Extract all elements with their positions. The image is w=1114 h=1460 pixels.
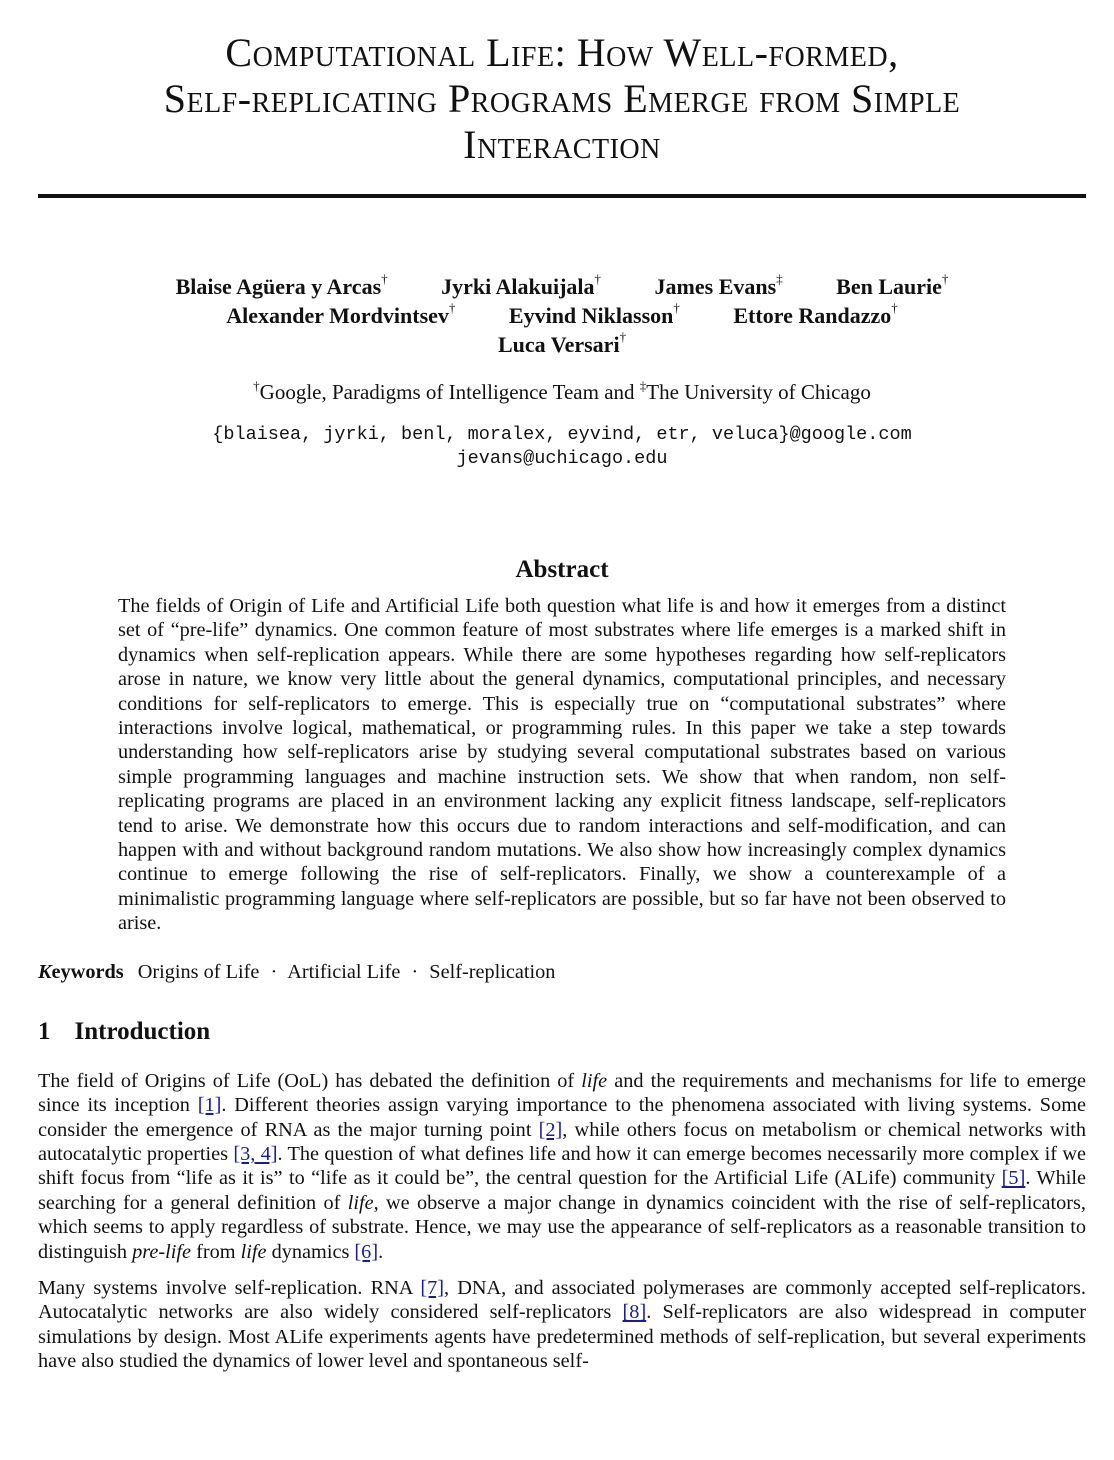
- author: Alexander Mordvintsev†: [226, 300, 456, 328]
- keywords-label: Keywords: [38, 960, 124, 983]
- paper-title: [38, 30, 1086, 168]
- author: Blaise Agüera y Arcas†: [175, 271, 388, 299]
- author-row-3: [38, 330, 1086, 359]
- keyword: Origins of Life: [137, 960, 260, 983]
- keyword: Self-replication: [429, 960, 556, 983]
- title-line-3: Interaction: [463, 122, 661, 167]
- citation-link[interactable]: [2]: [538, 1118, 563, 1141]
- keyword-separator: ·: [270, 960, 278, 983]
- abstract-heading: Abstract: [515, 556, 609, 583]
- keywords-line: [38, 959, 1086, 985]
- section-title: Introduction: [74, 1017, 211, 1045]
- citation-link[interactable]: [3, 4]: [233, 1142, 278, 1165]
- author-row-2: [38, 301, 1086, 330]
- author: Ettore Randazzo†: [733, 300, 898, 328]
- author-list: [38, 272, 1086, 359]
- title-line-2: Self-replicating Programs Emerge from Simple: [163, 76, 961, 121]
- paper-page: [38, 0, 1086, 1374]
- email-google[interactable]: {blaisea, jyrki, benl, moralex, eyvind, etr, veluca}@google.com: [212, 424, 912, 445]
- author: James Evans‡: [654, 271, 783, 299]
- citation-link[interactable]: [8]: [622, 1301, 647, 1324]
- section-number: 1: [38, 1017, 51, 1045]
- title-line-1: Computational Life: How Well-formed,: [225, 30, 899, 75]
- author: Jyrki Alakuijala†: [441, 271, 602, 299]
- author-row-1: [38, 272, 1086, 301]
- citation-link[interactable]: [5]: [1001, 1167, 1026, 1190]
- author-emails: [38, 423, 1086, 471]
- citation-link[interactable]: [1]: [197, 1094, 222, 1117]
- citation-link[interactable]: [6]: [354, 1240, 379, 1263]
- affiliations: †Google, Paradigms of Intelligence Team and ‡The University of Chicago: [253, 378, 871, 404]
- email-uchicago[interactable]: jevans@uchicago.edu: [456, 448, 668, 469]
- keyword: Artificial Life: [287, 960, 401, 983]
- section-heading-introduction: [38, 1017, 1086, 1047]
- intro-paragraph-1: The field of Origins of Life (OoL) has debated the definition of life and the requirements and mechanisms for life to emerge since its inception [1]. Different theories assign varying importance to the phenomena associated with living systems. Some consider the emergence of RNA as the major turning point [2], while others focus on metabolism or chemical networks with autocatalytic properties [3, 4]. The question of what defines life and how it can emerge becomes necessarily more complex if we shift focus from “life as it is” to “life as it could be”, the central question for the Artificial Life (ALife) community [5]. While searching for a general definition of life, we observe a major change in dynamics coincident with the rise of self-replicators, which seems to apply regardless of substrate. Hence, we may use the appearance of self-replicators as a reasonable transition to distinguish pre-life from life dynamics [6].: [38, 1069, 1086, 1263]
- intro-paragraph-2: Many systems involve self-replication. RNA [7], DNA, and associated polymerases are commonly accepted self-replicators. Autocatalytic networks are also widely considered self-replicators [8]. Self-replicators are also widespread in computer simulations by design. Most ALife experiments agents have predetermined methods of self-replication, but several experiments have also studied the dynamics of lower level and spontaneous self-: [38, 1276, 1087, 1373]
- citation-link[interactable]: [7]: [420, 1276, 445, 1299]
- keyword-separator: ·: [411, 960, 419, 983]
- author: Ben Laurie†: [836, 271, 949, 299]
- author: Luca Versari†: [497, 329, 627, 357]
- title-rule: [38, 194, 1086, 198]
- abstract-body: The fields of Origin of Life and Artificial Life both question what life is and how it emerges from a distinct set of “pre-life” dynamics. One common feature of most substrates where life emerges is a marked shift in dynamics when self-replication appears. While there are some hypotheses regarding how self-replicators arose in nature, we know very little about the general dynamics, computational principles, and necessary conditions for self-replicators to emerge. This is especially true on “computational substrates” where interactions involve logical, mathematical, or programming rules. In this paper we take a step towards understanding how self-replicators arise by studying several computational substrates based on various simple programming languages and machine instruction sets. We show that when random, non self-replicating programs are placed in an environment lacking any explicit fitness landscape, self-replicators tend to arise. We demonstrate how this occurs due to random interactions and self-modification, and can happen with and without background random mutations. We also show how increasingly complex dynamics continue to emerge following the rise of self-replicators. Finally, we show a counterexample of a minimalistic programming language where self-replicators are possible, but so far have not been observed to arise.: [118, 595, 1006, 935]
- author: Eyvind Niklasson†: [508, 300, 680, 328]
